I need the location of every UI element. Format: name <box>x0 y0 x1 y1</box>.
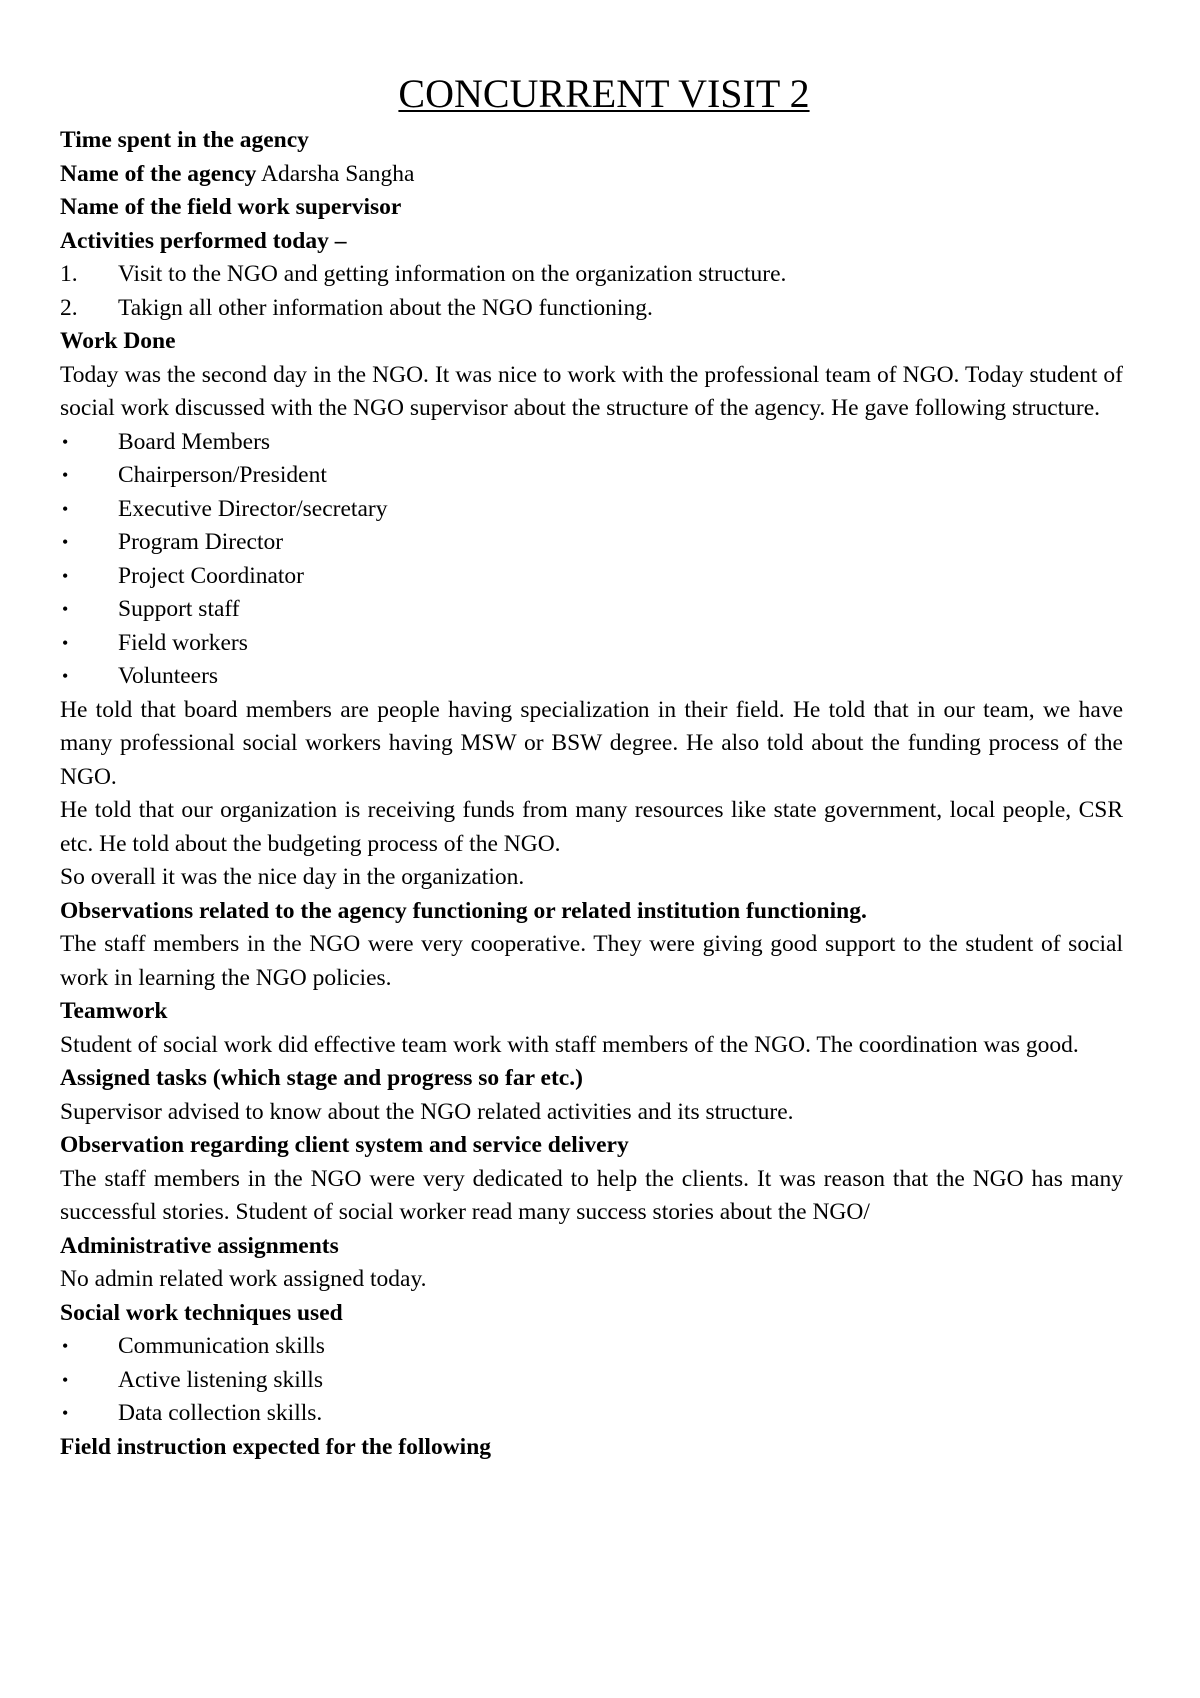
client-system-text: The staff members in the NGO were very dedicated to help the clients. It was reason that the NGO has many successful stories. Student of social worker read many success stories about the NGO/ <box>60 1165 1123 1225</box>
client-system-heading: Observation regarding client system and service delivery <box>60 1132 629 1158</box>
agency-line <box>60 158 1123 192</box>
bullet-icon: • <box>62 498 69 519</box>
bullet-icon: • <box>62 565 69 586</box>
activity-item <box>60 292 1123 326</box>
structure-item-text: Support staff <box>118 596 240 622</box>
technique-item-text: Active listening skills <box>118 1366 323 1393</box>
work-done-heading: Work Done <box>60 328 176 354</box>
structure-item-text: Volunteers <box>118 663 219 689</box>
technique-item-text: Communication skills <box>118 1333 325 1359</box>
technique-item-text: Data collection skills. <box>118 1400 323 1426</box>
activity-text: Takign all other information about the NGO functioning. <box>118 294 653 321</box>
structure-item-text: Field workers <box>118 629 248 656</box>
activities-label: Activities performed today – <box>60 227 347 254</box>
activities-list <box>60 258 1123 325</box>
activity-number: 1. <box>60 261 78 287</box>
activity-text: Visit to the NGO and getting information on the organization structure. <box>118 261 787 287</box>
teamwork-text: Student of social work did effective team work with staff members of the NGO. The coordination was good. <box>60 1031 1079 1058</box>
teamwork-heading: Teamwork <box>60 998 168 1024</box>
admin-text: No admin related work assigned today. <box>60 1266 427 1292</box>
structure-item <box>60 627 1123 661</box>
structure-item <box>60 560 1123 594</box>
bullet-icon: • <box>62 431 69 452</box>
document-title: CONCURRENT VISIT 2 <box>398 71 810 116</box>
structure-item <box>60 660 1123 694</box>
bullet-icon: • <box>62 666 69 686</box>
structure-item-text: Chairperson/President <box>118 462 327 488</box>
observations-text: The staff members in the NGO were very cooperative. They were giving good support to the student of social work in learning the NGO policies. <box>60 931 1123 991</box>
work-done-para-2: He told that our organization is receiving funds from many resources like state government, local people, CSR etc. He told about the budgeting process of the NGO. <box>60 797 1123 857</box>
supervisor-label: Name of the field work supervisor <box>60 194 402 220</box>
work-done-intro: Today was the second day in the NGO. It was nice to work with the professional team of NGO. Today student of social work discussed with the NGO supervisor about the structure of the agency. He gave following structure. <box>60 361 1123 421</box>
bullet-icon: • <box>62 632 69 653</box>
techniques-heading: Social work techniques used <box>60 1299 343 1326</box>
admin-heading: Administrative assignments <box>60 1232 339 1259</box>
structure-item <box>60 526 1123 560</box>
assigned-tasks-heading: Assigned tasks (which stage and progress so far etc.) <box>60 1065 583 1091</box>
technique-item <box>60 1330 1123 1364</box>
bullet-icon: • <box>62 465 69 485</box>
technique-item <box>60 1397 1123 1431</box>
structure-item <box>60 493 1123 527</box>
structure-item-text: Board Members <box>118 428 271 455</box>
structure-item <box>60 426 1123 460</box>
bullet-icon: • <box>62 1336 69 1356</box>
document-page <box>60 70 1123 1464</box>
field-instruction-heading: Field instruction expected for the following <box>60 1433 492 1460</box>
agency-value: Adarsha Sangha <box>256 160 415 187</box>
techniques-list <box>60 1330 1123 1431</box>
bullet-icon: • <box>62 1403 69 1423</box>
structure-list <box>60 426 1123 694</box>
assigned-tasks-text: Supervisor advised to know about the NGO related activities and its structure. <box>60 1098 794 1125</box>
agency-label: Name of the agency <box>60 160 257 187</box>
structure-item-text: Executive Director/secretary <box>118 495 388 522</box>
activity-item <box>60 258 1123 292</box>
structure-item <box>60 459 1123 493</box>
work-done-para-3: So overall it was the nice day in the organization. <box>60 864 525 890</box>
bullet-icon: • <box>62 532 69 552</box>
structure-item <box>60 593 1123 627</box>
work-done-para-1: He told that board members are people having specialization in their field. He told that in our team, we have many professional social workers having MSW or BSW degree. He also told about the funding process of the NGO. <box>60 696 1123 790</box>
technique-item <box>60 1364 1123 1398</box>
bullet-icon: • <box>62 599 69 619</box>
structure-item-text: Program Director <box>118 529 284 555</box>
observations-heading: Observations related to the agency functioning or related institution functioning. <box>60 897 867 924</box>
time-spent-label: Time spent in the agency <box>60 127 309 153</box>
bullet-icon: • <box>62 1369 69 1390</box>
structure-item-text: Project Coordinator <box>118 562 305 589</box>
activity-number: 2. <box>60 294 78 321</box>
